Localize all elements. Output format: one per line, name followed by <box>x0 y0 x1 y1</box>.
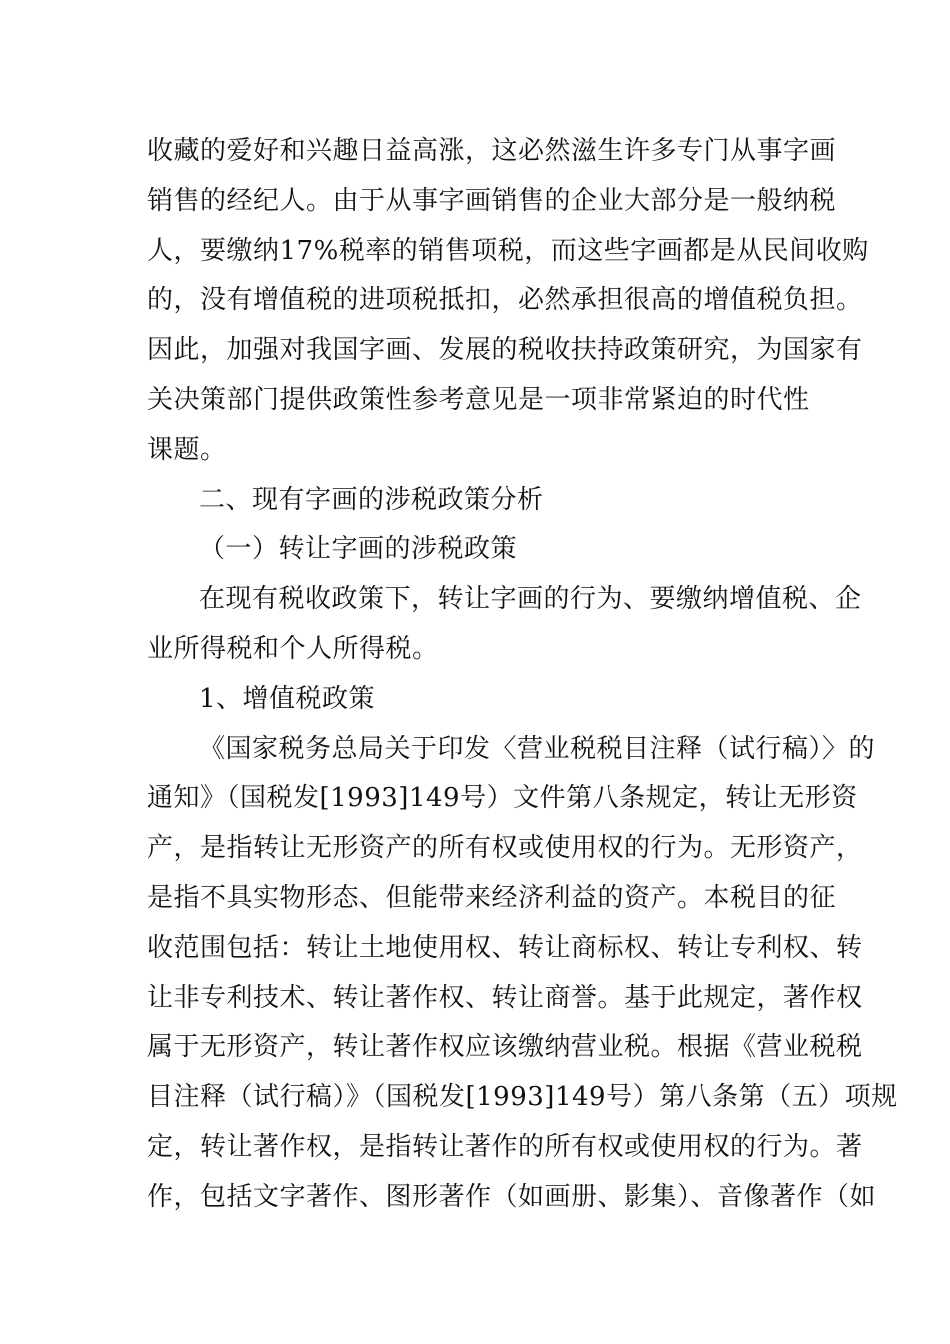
text-line: 因此，加强对我国字画、发展的税收扶持政策研究，为国家有 <box>147 335 863 366</box>
text-line: 关决策部门提供政策性参考意见是一项非常紧迫的时代性 <box>147 384 810 415</box>
document-body <box>147 127 898 1223</box>
text-line: 属于无形资产，转让著作权应该缴纳营业税。根据《营业税税 <box>147 1032 863 1063</box>
section-heading: 二、现有字画的涉税政策分析 <box>199 484 544 515</box>
text-line: 定，转让著作权，是指转让著作的所有权或使用权的行为。著 <box>147 1131 863 1162</box>
paragraph-end-line: 课题。 <box>147 434 227 465</box>
paragraph-start-line: 《国家税务总局关于印发〈营业税税目注释（试行稿）〉的 <box>199 733 876 764</box>
text-line: 是指不具实物形态、但能带来经济利益的资产。本税目的征 <box>147 882 837 913</box>
paragraph-start-line: 在现有税收政策下，转让字画的行为、要缴纳增值税、企 <box>199 584 862 615</box>
text-line: 通知》（国税发[1993]149号）文件第八条规定，转让无形资 <box>147 783 858 814</box>
text-line: 销售的经纪人。由于从事字画销售的企业大部分是一般纳税 <box>147 185 837 216</box>
text-line: 人，要缴纳17%税率的销售项税，而这些字画都是从民间收购 <box>147 235 869 266</box>
text-line: 产，是指转让无形资产的所有权或使用权的行为。无形资产， <box>147 833 863 864</box>
text-line: 收藏的爱好和兴趣日益高涨，这必然滋生许多专门从事字画 <box>147 136 837 166</box>
text-line: 收范围包括：转让土地使用权、转让商标权、转让专利权、转 <box>147 932 863 963</box>
text-line: 作，包括文字著作、图形著作（如画册、影集）、音像著作（如 <box>147 1181 877 1212</box>
item-heading: 1、增值税政策 <box>199 683 376 714</box>
paragraph-end-line: 业所得税和个人所得税。 <box>147 633 439 664</box>
subsection-heading: （一）转让字画的涉税政策 <box>199 534 518 565</box>
text-line: 让非专利技术、转让著作权、转让商誉。基于此规定，著作权 <box>147 982 863 1013</box>
text-line: 的，没有增值税的进项税抵扣，必然承担很高的增值税负担。 <box>147 285 863 316</box>
text-line: 目注释（试行稿）》（国税发[1993]149号）第八条第（五）项规 <box>147 1082 898 1113</box>
